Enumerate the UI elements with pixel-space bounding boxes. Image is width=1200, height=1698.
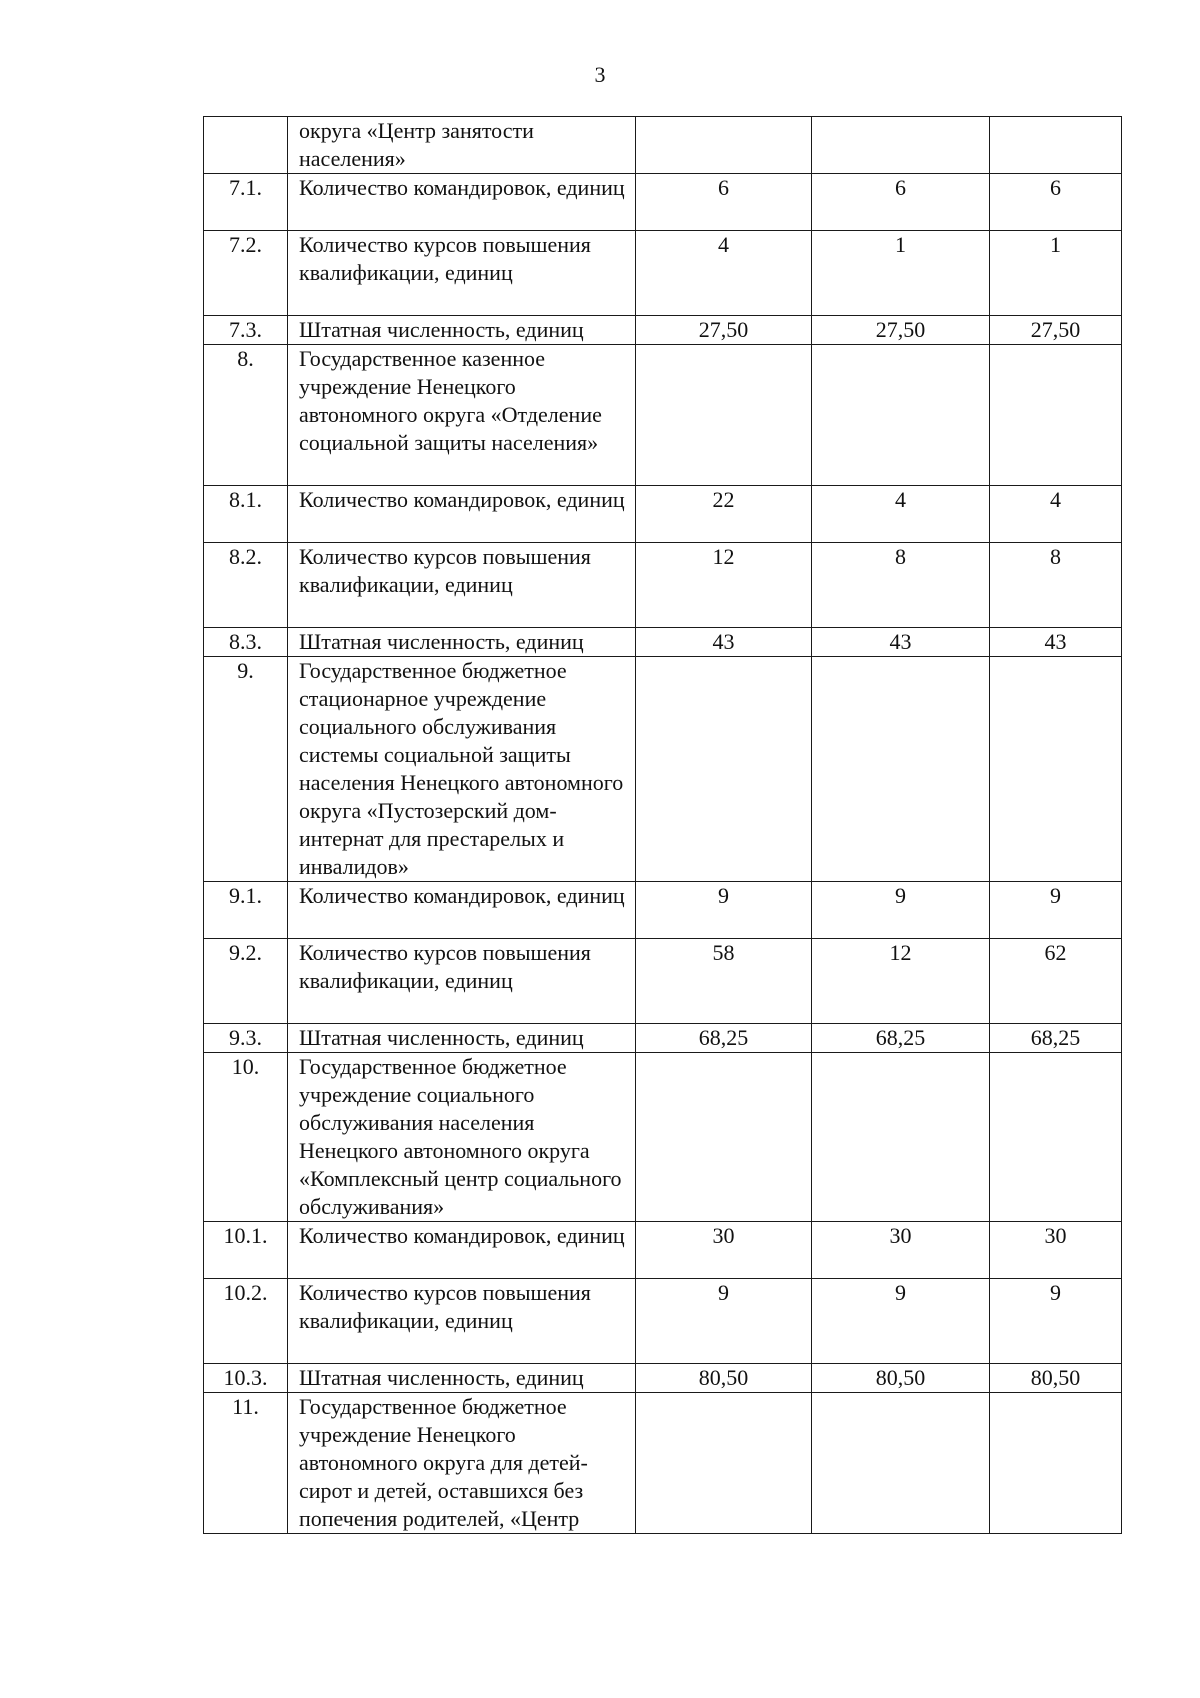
row-value-2: 30 bbox=[812, 1222, 990, 1279]
table-row bbox=[204, 657, 1122, 882]
row-value-3 bbox=[990, 1053, 1122, 1222]
row-value-2: 9 bbox=[812, 1279, 990, 1364]
row-value-1: 4 bbox=[636, 231, 812, 316]
row-value-3 bbox=[990, 345, 1122, 486]
table-row bbox=[204, 939, 1122, 1024]
row-value-3: 9 bbox=[990, 882, 1122, 939]
row-value-1 bbox=[636, 657, 812, 882]
row-number: 8.2. bbox=[204, 543, 288, 628]
row-value-2: 1 bbox=[812, 231, 990, 316]
row-value-2 bbox=[812, 1393, 990, 1534]
row-name: Штатная численность, единиц bbox=[288, 628, 636, 657]
row-value-3: 30 bbox=[990, 1222, 1122, 1279]
row-value-2: 27,50 bbox=[812, 316, 990, 345]
row-value-2: 12 bbox=[812, 939, 990, 1024]
row-number: 9. bbox=[204, 657, 288, 882]
table-row bbox=[204, 1222, 1122, 1279]
row-value-2: 43 bbox=[812, 628, 990, 657]
table-row bbox=[204, 1279, 1122, 1364]
row-value-1: 43 bbox=[636, 628, 812, 657]
row-number: 8.1. bbox=[204, 486, 288, 543]
row-value-3: 68,25 bbox=[990, 1024, 1122, 1053]
row-name: Государственное бюджетное учреждение социального обслуживания населения Ненецкого автономного округа «Комплексный центр социального обслуживания» bbox=[288, 1053, 636, 1222]
row-number: 11. bbox=[204, 1393, 288, 1534]
table-row bbox=[204, 345, 1122, 486]
row-value-2: 9 bbox=[812, 882, 990, 939]
row-name: Штатная численность, единиц bbox=[288, 1024, 636, 1053]
table-row bbox=[204, 117, 1122, 174]
row-value-3: 6 bbox=[990, 174, 1122, 231]
row-value-1: 9 bbox=[636, 1279, 812, 1364]
row-name: округа «Центр занятости населения» bbox=[288, 117, 636, 174]
row-value-2: 68,25 bbox=[812, 1024, 990, 1053]
page-number: 3 bbox=[594, 62, 606, 87]
row-value-1: 58 bbox=[636, 939, 812, 1024]
row-value-3: 8 bbox=[990, 543, 1122, 628]
row-number: 10.2. bbox=[204, 1279, 288, 1364]
row-value-1: 12 bbox=[636, 543, 812, 628]
table-row bbox=[204, 882, 1122, 939]
row-value-1: 80,50 bbox=[636, 1364, 812, 1393]
row-value-3: 27,50 bbox=[990, 316, 1122, 345]
row-number: 7.1. bbox=[204, 174, 288, 231]
row-value-3: 80,50 bbox=[990, 1364, 1122, 1393]
row-value-1 bbox=[636, 117, 812, 174]
table-row bbox=[204, 1024, 1122, 1053]
row-value-1 bbox=[636, 1393, 812, 1534]
row-value-2: 6 bbox=[812, 174, 990, 231]
row-value-3 bbox=[990, 117, 1122, 174]
table-row bbox=[204, 316, 1122, 345]
table-row bbox=[204, 1364, 1122, 1393]
row-value-1: 22 bbox=[636, 486, 812, 543]
row-value-3: 4 bbox=[990, 486, 1122, 543]
row-value-2: 4 bbox=[812, 486, 990, 543]
row-name: Количество курсов повышения квалификации, единиц bbox=[288, 939, 636, 1024]
row-value-3: 1 bbox=[990, 231, 1122, 316]
row-value-2 bbox=[812, 1053, 990, 1222]
row-number: 8.3. bbox=[204, 628, 288, 657]
row-value-2 bbox=[812, 657, 990, 882]
row-number: 9.2. bbox=[204, 939, 288, 1024]
row-value-2 bbox=[812, 117, 990, 174]
row-value-3: 62 bbox=[990, 939, 1122, 1024]
row-value-1: 6 bbox=[636, 174, 812, 231]
row-number: 10.1. bbox=[204, 1222, 288, 1279]
row-value-2: 80,50 bbox=[812, 1364, 990, 1393]
row-number: 9.1. bbox=[204, 882, 288, 939]
row-number: 9.3. bbox=[204, 1024, 288, 1053]
row-value-1: 9 bbox=[636, 882, 812, 939]
row-name: Количество курсов повышения квалификации, единиц bbox=[288, 1279, 636, 1364]
table-row bbox=[204, 174, 1122, 231]
table-row bbox=[204, 1393, 1122, 1534]
row-name: Государственное казенное учреждение Ненецкого автономного округа «Отделение социальной защиты населения» bbox=[288, 345, 636, 486]
row-name: Количество командировок, единиц bbox=[288, 882, 636, 939]
table-row bbox=[204, 231, 1122, 316]
row-value-1: 68,25 bbox=[636, 1024, 812, 1053]
row-name: Количество командировок, единиц bbox=[288, 486, 636, 543]
table-row bbox=[204, 543, 1122, 628]
row-number: 10. bbox=[204, 1053, 288, 1222]
row-value-1 bbox=[636, 1053, 812, 1222]
row-value-3 bbox=[990, 1393, 1122, 1534]
row-value-1 bbox=[636, 345, 812, 486]
row-value-3 bbox=[990, 657, 1122, 882]
row-number: 10.3. bbox=[204, 1364, 288, 1393]
table-row bbox=[204, 628, 1122, 657]
row-name: Количество командировок, единиц bbox=[288, 1222, 636, 1279]
row-name: Государственное бюджетное учреждение Ненецкого автономного округа для детей-сирот и детей, оставшихся без попечения родителей, «Центр bbox=[288, 1393, 636, 1534]
row-value-1: 30 bbox=[636, 1222, 812, 1279]
row-name: Количество курсов повышения квалификации, единиц bbox=[288, 543, 636, 628]
row-name: Количество курсов повышения квалификации, единиц bbox=[288, 231, 636, 316]
row-number bbox=[204, 117, 288, 174]
row-value-1: 27,50 bbox=[636, 316, 812, 345]
table-row bbox=[204, 486, 1122, 543]
row-value-2 bbox=[812, 345, 990, 486]
row-number: 7.2. bbox=[204, 231, 288, 316]
row-value-2: 8 bbox=[812, 543, 990, 628]
row-value-3: 9 bbox=[990, 1279, 1122, 1364]
row-name: Штатная численность, единиц bbox=[288, 316, 636, 345]
row-number: 8. bbox=[204, 345, 288, 486]
table-row bbox=[204, 1053, 1122, 1222]
data-table bbox=[203, 116, 1122, 1534]
row-name: Штатная численность, единиц bbox=[288, 1364, 636, 1393]
row-name: Государственное бюджетное стационарное учреждение социального обслуживания системы социальной защиты населения Ненецкого автономного округа «Пустозерский дом-интернат для престарелых и инвалидов» bbox=[288, 657, 636, 882]
row-value-3: 43 bbox=[990, 628, 1122, 657]
row-number: 7.3. bbox=[204, 316, 288, 345]
row-name: Количество командировок, единиц bbox=[288, 174, 636, 231]
